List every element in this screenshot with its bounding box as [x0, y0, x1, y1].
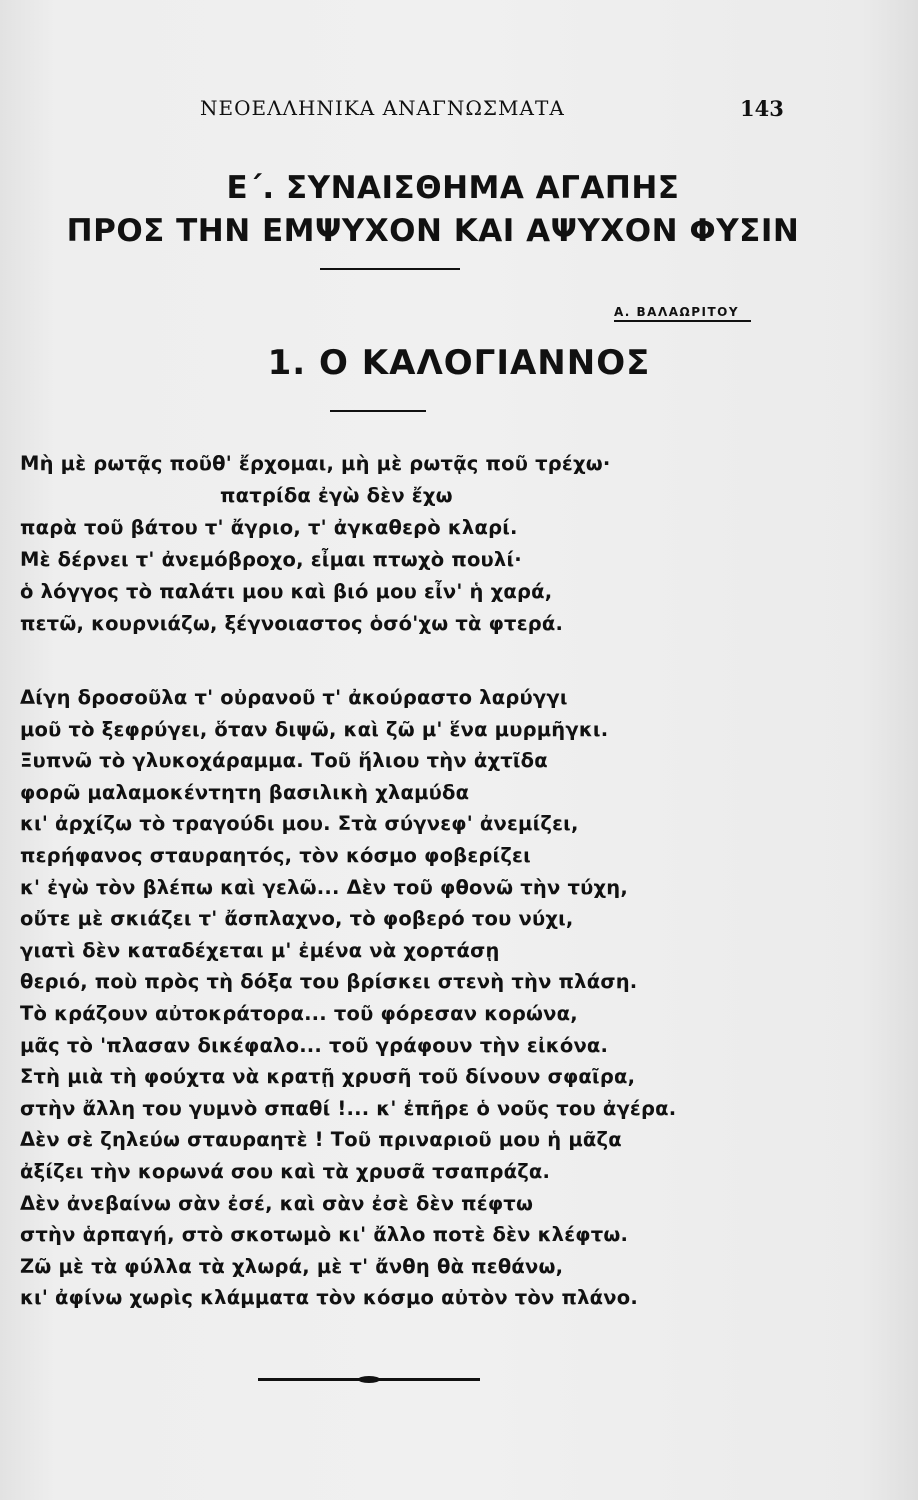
poem-title: 1. Ο ΚΑΛΟΓΙΑΝΝΟΣ [267, 343, 651, 383]
verse-line: Ζῶ μὲ τὰ φύλλα τὰ χλωρά, μὲ τ' ἄνθη θὰ πεθάνω, [20, 1254, 564, 1278]
verse-line: Δὲν σὲ ζηλεύω σταυραητὲ ! Τοῦ πριναριοῦ μου ἡ μᾶζα [20, 1128, 622, 1152]
verse-line: οὔτε μὲ σκιάζει τ' ἄσπλαχνο, τὸ φοβερό του νύχι, [20, 907, 574, 931]
stanza-2 [20, 682, 900, 1314]
verse-line: Δίγη δροσοῦλα τ' οὐρανοῦ τ' ἀκούραστο λαρύγγι [20, 686, 568, 709]
verse-line: Μὲ δέρνει τ' ἀνεμόβροχο, εἶμαι πτωχὸ πουλί· [20, 548, 522, 571]
end-ornament-rule [258, 1378, 480, 1381]
verse-line: πατρίδα ἐγὼ δὲν ἔχω [220, 484, 453, 507]
verse-line: κι' ἀφίνω χωρὶς κλάμματα τὸν κόσμο αὐτὸν τὸν πλάνο. [20, 1286, 638, 1310]
verse-line: Ξυπνῶ τὸ γλυκοχάραμμα. Τοῦ ἥλιου τὴν ἀχτῖδα [20, 749, 548, 773]
verse-line: στὴν ἄλλη του γυμνὸ σπαθί !... κ' ἐπῆρε ὁ νοῦς του ἀγέρα. [20, 1096, 677, 1120]
verse-line: φορῶ μαλαμοκέντητη βασιλικὴ χλαμύδα [20, 780, 470, 804]
chapter-title-line-2: ΠΡΟΣ ΤΗΝ ΕΜΨΥΧΟΝ ΚΑΙ ΑΨΥΧΟΝ ΦΥΣΙΝ [66, 213, 800, 249]
verse-line: γιατὶ δὲν καταδέχεται μ' ἐμένα νὰ χορτάσῃ [20, 938, 500, 962]
verse-line: θεριό, ποὺ πρὸς τὴ δόξα του βρίσκει στενὴ τὴν πλάση. [20, 970, 638, 994]
verse-line: κ' ἐγὼ τὸν βλέπω καὶ γελῶ... Δὲν τοῦ φθονῶ τὴν τύχη, [20, 875, 628, 899]
author-name: Α. ΒΑΛΑΩΡΙΤΟΥ [614, 305, 751, 322]
verse-line: κι' ἀρχίζω τὸ τραγούδι μου. Στὰ σύγνεφ' ἀνεμίζει, [20, 812, 579, 836]
verse-line: Δὲν ἀνεβαίνω σὰν ἐσέ, καὶ σὰν ἐσὲ δὲν πέφτω [20, 1191, 534, 1215]
verse-line: παρὰ τοῦ βάτου τ' ἄγριο, τ' ἀγκαθερὸ κλαρί. [20, 516, 518, 539]
title-divider [320, 268, 460, 270]
poem-title-divider [330, 410, 426, 412]
verse-line: πετῶ, κουρνιάζω, ξέγνοιαστος ὁσό'χω τὰ φτερά. [20, 612, 564, 635]
verse-line: ὁ λόγγος τὸ παλάτι μου καὶ βιό μου εἶν' ἡ χαρά, [20, 580, 553, 603]
verse-line: ἀξίζει τὴν κορωνά σου καὶ τὰ χρυσᾶ τσαπράζα. [20, 1159, 551, 1183]
chapter-title-line-1: Ε΄. ΣΥΝΑΙΣΘΗΜΑ ΑΓΑΠΗΣ [226, 170, 680, 206]
verse-line: Στὴ μιὰ τὴ φούχτα νὰ κρατῇ χρυσῆ τοῦ δίνουν σφαῖρα, [20, 1065, 636, 1089]
verse-line: μοῦ τὸ ξεφρύγει, ὅταν διψῶ, καὶ ζῶ μ' ἕνα μυρμῆγκι. [20, 717, 609, 741]
stanza-1 [20, 448, 900, 640]
running-title: ΝΕΟΕΛΛΗΝΙΚΑ ΑΝΑΓΝΩΣΜΑΤΑ [200, 96, 565, 120]
verse-line: Τὸ κράζουν αὐτοκράτορα... τοῦ φόρεσαν κορώνα, [20, 1001, 578, 1025]
page-number: 143 [740, 96, 784, 121]
verse-line: περήφανος σταυραητός, τὸν κόσμο φοβερίζει [20, 843, 531, 867]
verse-line: Μὴ μὲ ρωτᾷς ποῦθ' ἔρχομαι, μὴ μὲ ρωτᾷς ποῦ τρέχω· [20, 452, 611, 475]
running-header [0, 96, 918, 126]
verse-line: στὴν ἁρπαγή, στὸ σκοτωμὸ κι' ἄλλο ποτὲ δὲν κλέφτω. [20, 1223, 629, 1247]
verse-line: μᾶς τὸ 'πλασαν δικέφαλο... τοῦ γράφουν τὴν εἰκόνα. [20, 1033, 609, 1057]
